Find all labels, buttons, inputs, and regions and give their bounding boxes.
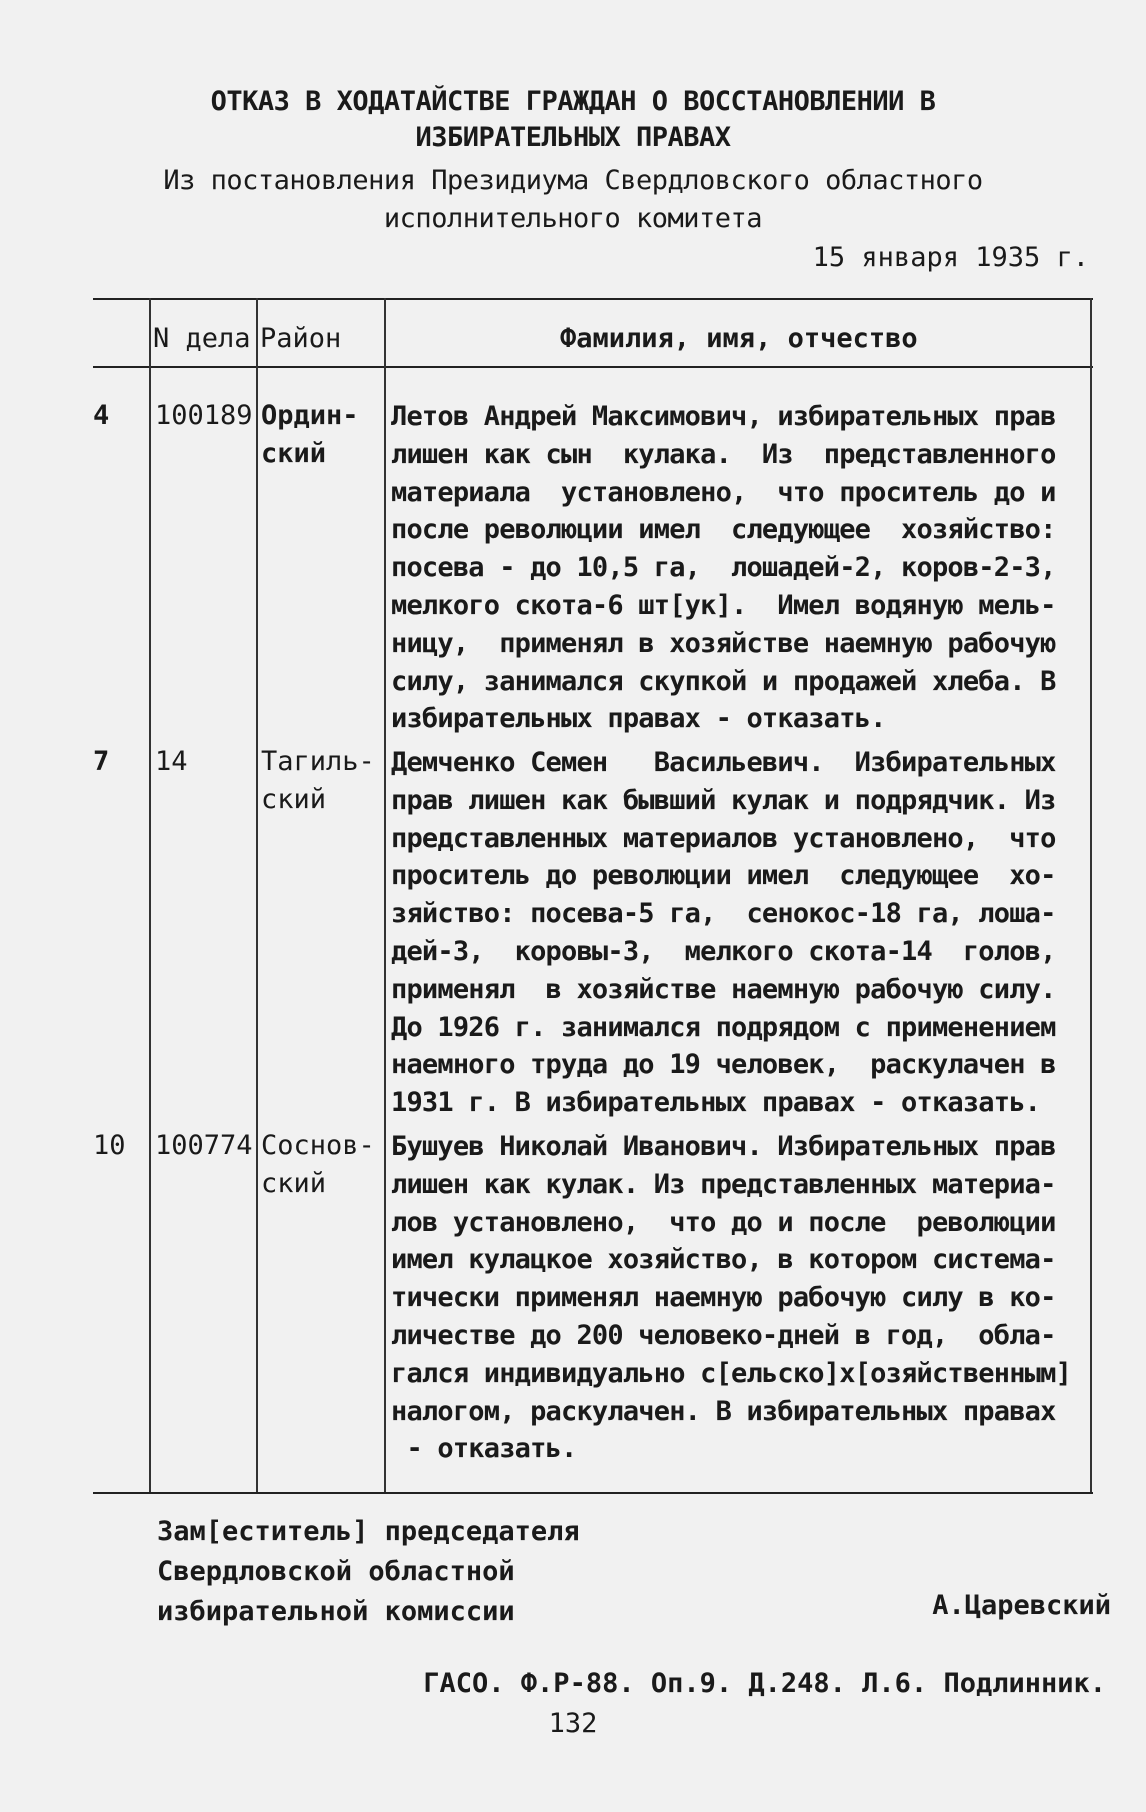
text-line: представленных материалов установлено, что bbox=[391, 822, 1056, 854]
signature-block bbox=[157, 1512, 580, 1632]
signature-position-line3: избирательной комиссии bbox=[157, 1596, 515, 1627]
text-line: Демченко Семен Васильевич. Избирательных bbox=[391, 747, 1056, 778]
table-bottom-rule bbox=[93, 1492, 1093, 1494]
text-line: зяйство: посева-5 га, сенокос-18 га, лоша- bbox=[391, 898, 1056, 930]
document-date: 15 января 1935 г. bbox=[812, 242, 1089, 273]
text-line: силу, занимался скупкой и продажей хлеба. В bbox=[391, 665, 1056, 697]
document-subtitle-line1: Из постановления Президиума Свердловского областного bbox=[163, 165, 983, 196]
case-text-3 bbox=[391, 1128, 1072, 1468]
district-name: Ордин- bbox=[261, 400, 359, 431]
text-line: материала установлено, что проситель до и bbox=[391, 476, 1056, 508]
text-line: личестве до 200 человеко-дней в год, обла- bbox=[391, 1319, 1056, 1351]
text-line: применял в хозяйстве наемную рабочую силу. bbox=[391, 973, 1056, 1005]
text-line: - отказать. bbox=[391, 1433, 577, 1465]
text-line: наемного труда до 19 человек, раскулачен в bbox=[391, 1049, 1056, 1081]
case-number: 100774 bbox=[155, 1130, 253, 1161]
text-line: налогом, раскулачен. В избирательных правах bbox=[391, 1395, 1056, 1427]
header-case-number: N дела bbox=[153, 323, 251, 354]
case-number: 100189 bbox=[155, 400, 253, 431]
text-line: Бушуев Николай Иванович. Избирательных прав bbox=[391, 1131, 1056, 1162]
district-name-cont: ский bbox=[261, 784, 327, 815]
text-line: мелкого скота-6 шт[ук]. Имел водяную мель- bbox=[391, 589, 1056, 621]
text-line: дей-3, коровы-3, мелкого скота-14 голов, bbox=[391, 935, 1056, 967]
case-text-1 bbox=[391, 398, 1061, 738]
column-divider-name bbox=[384, 298, 386, 1492]
signature-position-line1: Зам[еститель] председателя bbox=[157, 1516, 580, 1547]
archive-source: ГАСО. Ф.Р-88. Оп.9. Д.248. Л.6. Подлинник. bbox=[423, 1668, 1106, 1699]
row-number: 7 bbox=[93, 746, 110, 777]
text-line: До 1926 г. занимался подрядом с применением bbox=[391, 1011, 1056, 1043]
text-line: прав лишен как бывший кулак и подрядчик. Из bbox=[391, 784, 1056, 816]
document-title-line2: ИЗБИРАТЕЛЬНЫХ ПРАВАХ bbox=[415, 122, 731, 153]
document-subtitle-line2: исполнительного комитета bbox=[383, 203, 763, 234]
text-line: посева - до 10,5 га, лошадей-2, коров-2-3, bbox=[391, 552, 1056, 584]
text-line: избирательных правах - отказать. bbox=[391, 703, 886, 735]
text-line: лов установлено, что до и после революции bbox=[391, 1206, 1056, 1238]
district-name-cont: ский bbox=[261, 1168, 327, 1199]
text-line: лишен как сын кулака. Из представленного bbox=[391, 438, 1056, 470]
district-name: Соснов- bbox=[261, 1130, 375, 1161]
row-number: 4 bbox=[93, 400, 110, 431]
table-header-rule bbox=[93, 366, 1093, 368]
text-line: имел кулацкое хозяйство, в котором система- bbox=[391, 1244, 1056, 1276]
text-line: проситель до революции имел следующее хо- bbox=[391, 860, 1056, 892]
text-line: лишен как кулак. Из представленных материа- bbox=[391, 1168, 1056, 1200]
signatory-name: А.Царевский bbox=[932, 1590, 1111, 1621]
text-line: тически применял наемную рабочую силу в ко- bbox=[391, 1282, 1056, 1314]
column-divider-district bbox=[256, 298, 258, 1492]
table-right-border bbox=[1090, 298, 1092, 1492]
text-line: 1931 г. В избирательных правах - отказать. bbox=[391, 1087, 1041, 1119]
text-line: ницу, применял в хозяйстве наемную рабочую bbox=[391, 627, 1056, 659]
column-divider-case bbox=[149, 298, 151, 1492]
district-name-cont: ский bbox=[261, 438, 327, 469]
case-text-2 bbox=[391, 744, 1061, 1122]
document-title-line1: ОТКАЗ В ХОДАТАЙСТВЕ ГРАЖДАН О ВОССТАНОВЛЕНИИ В bbox=[210, 86, 936, 117]
signature-position-line2: Свердловской областной bbox=[157, 1556, 515, 1587]
header-district: Район bbox=[260, 323, 342, 354]
case-number: 14 bbox=[155, 746, 188, 777]
text-line: Летов Андрей Максимович, избирательных прав bbox=[391, 401, 1056, 432]
row-number: 10 bbox=[93, 1130, 126, 1161]
header-full-name: Фамилия, имя, отчество bbox=[560, 323, 918, 354]
text-line: гался индивидуально с[ельско]х[озяйственным] bbox=[391, 1357, 1072, 1389]
table-top-rule bbox=[93, 298, 1093, 300]
district-name: Тагиль- bbox=[261, 746, 375, 777]
text-line: после революции имел следующее хозяйство: bbox=[391, 514, 1056, 546]
page-number: 132 bbox=[548, 1708, 598, 1739]
